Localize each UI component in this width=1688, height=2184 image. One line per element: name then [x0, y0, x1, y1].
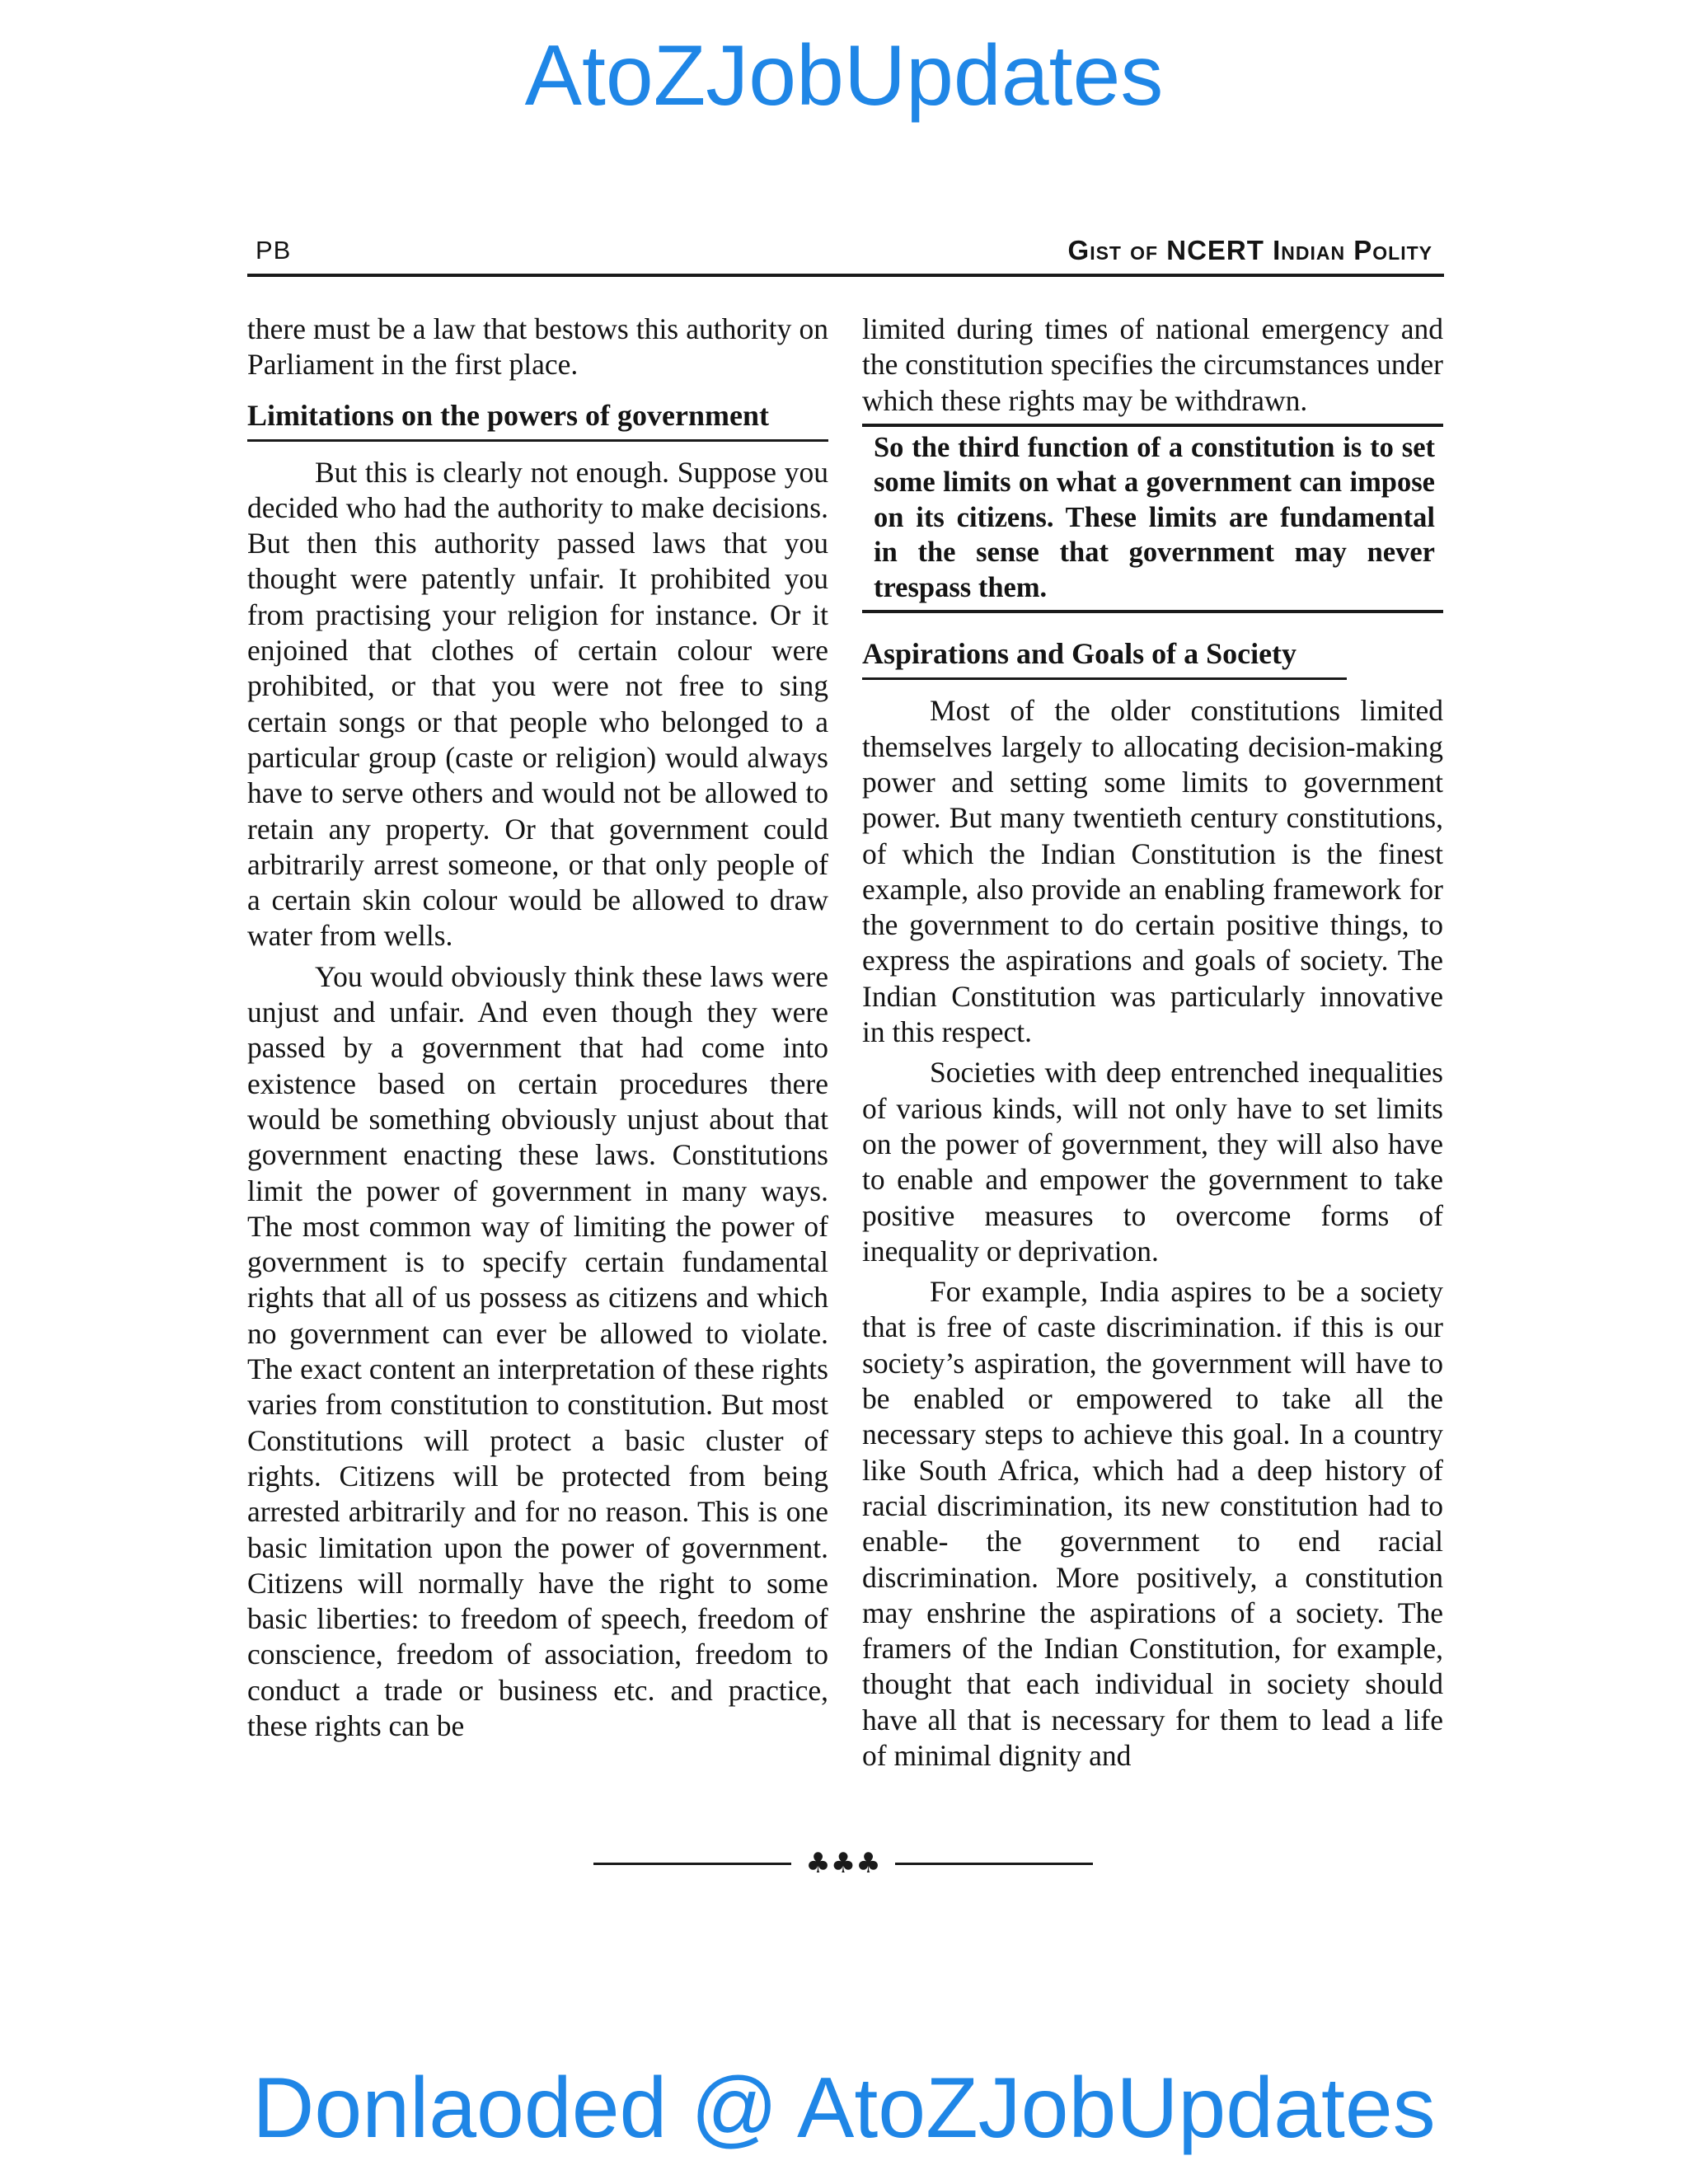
right-column	[862, 312, 1443, 1774]
key-point-box	[862, 424, 1443, 614]
paragraph: Most of the older constitutions limited themselves largely to allocating decision-making power and setting some limits to government power. But many twentieth century constitutions, of which the Indian Constitution is the finest example, also provide an enabling framework for the government to do certain positive things, to express the aspirations and goals of society. The Indian Constitution was particularly innovative in this respect.	[862, 694, 1443, 1049]
section-heading-aspirations: Aspirations and Goals of a Society	[862, 633, 1347, 680]
key-point-text: So the third function of a constitution is to set some limits on what a government can impose on its citizens. These limits are fundamental in the sense that government may never trespass them.	[874, 431, 1435, 603]
paragraph: Societies with deep entrenched inequalities of various kinds, will not only have to set limits on the power of government, they will also have to enable and empower the government to take positive measures to overcome forms of inequality or deprivation.	[862, 1056, 1443, 1268]
watermark-top: AtoZJobUpdates	[524, 28, 1164, 124]
left-column	[247, 312, 828, 1744]
paragraph: But this is clearly not enough. Suppose you decided who had the authority to make decisions. But then this authority passed laws that you thought were patently unfair. It prohibited you from practising your religion for instance. Or it enjoined that clothes of certain colour were prohibited, or that you were not free to sing certain songs or that people who belonged to a particular group (caste or religion) would always have to serve others and would not be allowed to retain any property. Or that government could arbitrarily arrest someone, or that only people of a certain skin colour would be allowed to draw water from wells.	[247, 455, 828, 953]
watermark-bottom: Donlaoded @ AtoZJobUpdates	[252, 2060, 1436, 2156]
ornament-rule-right	[895, 1863, 1093, 1865]
paragraph: For example, India aspires to be a society that is free of caste discrimination. if this is our society’s aspiration, the government will have to be enabled or empowered to take all the necessary steps to achieve this goal. In a country like South Africa, which had a deep history of racial discrimination, its new constitution had to enable- the government to end racial discrimination. More positively, a constitution may enshrine the aspirations of a society. The framers of the Indian Constitution, for example, thought that each individual in society should have all that is necessary for them to lead a life of minimal dignity and	[862, 1275, 1443, 1772]
ornament-rule-left	[593, 1863, 791, 1865]
paragraph: You would obviously think these laws were unjust and unfair. And even though they were passed by a government that had come into existence based on certain procedures there would be something obviously unjust about that government enacting these laws. Constitutions limit the power of government in many ways. The most common way of limiting the power of government is to specify certain fundamental rights that all of us possess as citizens and which no government can ever be allowed to violate. The exact content an interpretation of these rights varies from constitution to constitution. But most Constitutions will protect a basic cluster of rights. Citizens will be protected from being arrested arbitrarily and for no reason. This is one basic limitation upon the power of government. Citizens will normally have the right to some basic liberties: to freedom of speech, freedom of conscience, freedom of association, freedom to conduct a trade or business etc. and practice, these rights can be	[247, 959, 828, 1742]
end-of-page-ornament	[593, 1843, 1093, 1884]
page-mark: PB	[256, 236, 292, 265]
club-suit-icon: ♣♣♣	[805, 1847, 881, 1880]
section-heading-limitations: Limitations on the powers of government	[247, 395, 828, 442]
paragraph: limited during times of national emergency and the constitution specifies the circumstances under which these rights may be withdrawn.	[862, 312, 1443, 417]
paragraph: there must be a law that bestows this authority on Parliament in the first place.	[247, 312, 828, 382]
running-head	[247, 232, 1444, 277]
book-title: Gist of NCERT Indian Polity	[1067, 235, 1432, 265]
